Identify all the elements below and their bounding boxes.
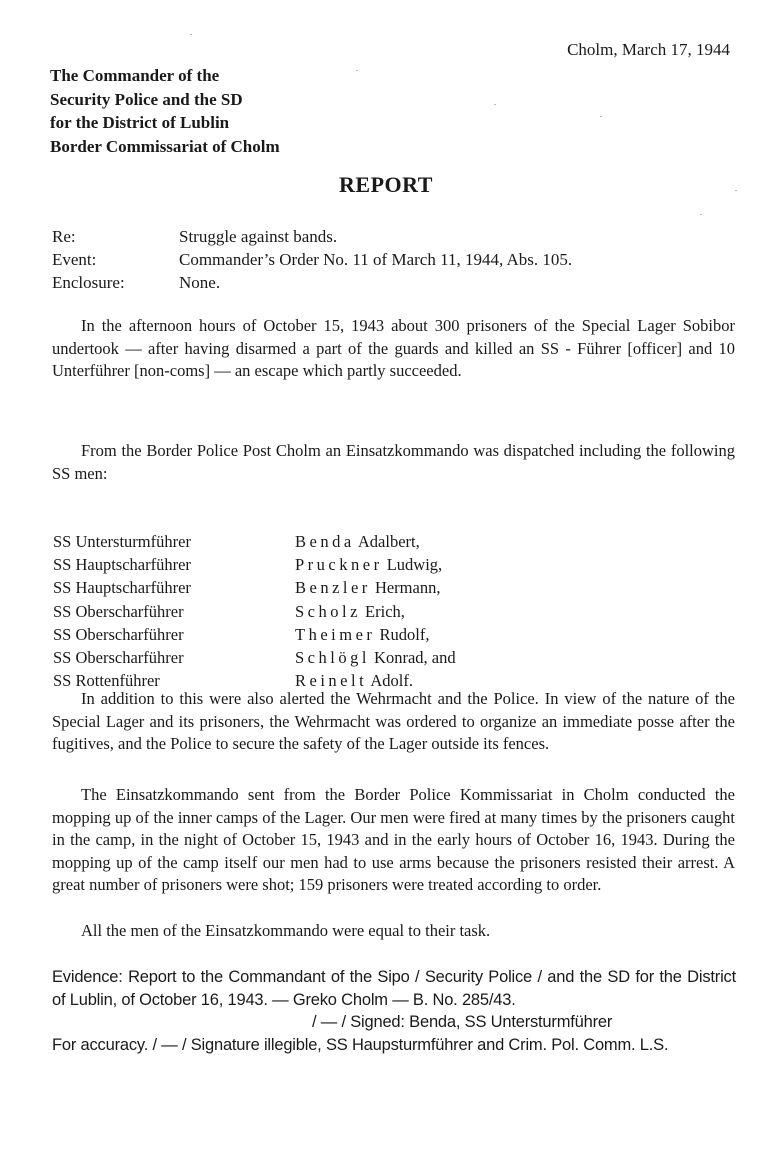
dateline: Cholm, March 17, 1944 — [567, 40, 730, 59]
roster-surname: Benda — [295, 532, 355, 551]
roster-given: Adalbert, — [354, 532, 420, 551]
roster-given: Erich, — [360, 601, 405, 621]
roster-rank: SS Hauptscharführer — [53, 555, 191, 575]
scan-speck — [700, 214, 702, 215]
meta-row-re — [52, 225, 572, 248]
roster-row — [53, 576, 456, 599]
meta-value: Commander’s Order No. 11 of March 11, 1944, Abs. 105. — [179, 250, 573, 269]
sender-line: Border Commissariat of Cholm — [50, 136, 280, 156]
meta-label: Re: — [52, 227, 76, 246]
roster-row — [53, 646, 456, 669]
scan-speck — [494, 104, 496, 105]
roster-row — [53, 623, 456, 646]
roster-surname: Schlögl — [295, 648, 370, 668]
roster-rank: SS Oberscharführer — [53, 601, 184, 621]
roster-given: Rudolf, — [375, 624, 430, 644]
meta-block — [52, 225, 572, 294]
roster-surname: Benzler — [295, 578, 371, 598]
scan-speck — [600, 116, 602, 117]
roster-row — [53, 600, 456, 623]
roster-rank: SS Rottenführer — [53, 671, 160, 691]
paragraph-mopping-up: The Einsatzkommando sent from the Border Police Kommissariat in Cholm conducted the mopping up of the inner camps of the Lager. Our men were fired at many times by the prisoners caught in the camp, in the night of October 15, 1943 and in the early hours of October 16, 1943. During the mopping up of the camp itself our men had to use arms because the prisoners resisted their arrest. A great number of prisoners were shot; 159 prisoners were treated according to order. — [52, 785, 735, 894]
meta-value: Struggle against bands. — [179, 227, 338, 246]
roster-row — [53, 553, 456, 576]
sender-line: Security Police and the SD — [50, 89, 243, 109]
scan-speck — [190, 34, 192, 35]
meta-label: Enclosure: — [52, 273, 125, 292]
meta-row-enclosure — [52, 271, 572, 294]
meta-label: Event: — [52, 250, 97, 269]
roster-rank: SS Untersturmführer — [53, 532, 191, 551]
roster-rank: SS Oberscharführer — [53, 624, 184, 644]
scan-speck — [356, 70, 358, 71]
sender-line: The Commander of the — [50, 66, 220, 85]
roster-given: Konrad, and — [369, 648, 456, 668]
roster-given: Hermann, — [370, 578, 441, 598]
report-title: REPORT — [339, 172, 433, 197]
sender-block — [50, 64, 280, 158]
roster-surname: Theimer — [295, 624, 376, 644]
roster-given: Adolf. — [367, 671, 413, 691]
sender-line: for the District of Lublin — [50, 113, 230, 132]
evidence-block — [52, 966, 736, 1056]
meta-value: None. — [179, 273, 221, 292]
paragraph-dispatch: From the Border Police Post Cholm an Einsatzkommando was dispatched including the following SS men: — [52, 441, 735, 483]
paragraph-alert: In addition to this were also alerted the Wehrmacht and the Police. In view of the nature of the Special Lager and its prisoners, the Wehrmacht was ordered to organize an immediate posse after the fugitives, and the Police to secure the safety of the Lager outside its fences. — [52, 689, 735, 753]
accuracy-line: For accuracy. / — / Signature illegible, SS Haupsturmführer and Crim. Pol. Comm. L.S. — [52, 1035, 669, 1054]
roster-rank: SS Hauptscharführer — [53, 578, 191, 598]
meta-row-event — [52, 248, 572, 271]
roster-given: Ludwig, — [382, 555, 443, 575]
roster-surname: Pruckner — [295, 555, 383, 575]
evidence-line: Evidence: Report to the Commandant of the Sipo / Security Police / and the SD for the District of Lublin, of October 16, 1943. — Greko Cholm — B. No. 285/43. — [52, 968, 736, 1009]
roster-row — [53, 530, 456, 553]
roster-list — [53, 530, 456, 692]
roster-surname: Scholz — [295, 601, 361, 621]
scan-speck — [735, 190, 737, 191]
paragraph-escape: In the afternoon hours of October 15, 1943 about 300 prisoners of the Special Lager Sobibor undertook — after having disarmed a part of the guards and killed an SS - Führer [officer] and 10 Unterführer [non-coms] — an escape which partly succeeded. — [52, 316, 735, 380]
roster-surname: Reinelt — [295, 671, 368, 691]
roster-rank: SS Oberscharführer — [53, 648, 184, 668]
signed-line: / — / Signed: Benda, SS Untersturmführer — [312, 1013, 613, 1031]
paragraph-conclusion: All the men of the Einsatzkommando were equal to their task. — [81, 921, 491, 940]
